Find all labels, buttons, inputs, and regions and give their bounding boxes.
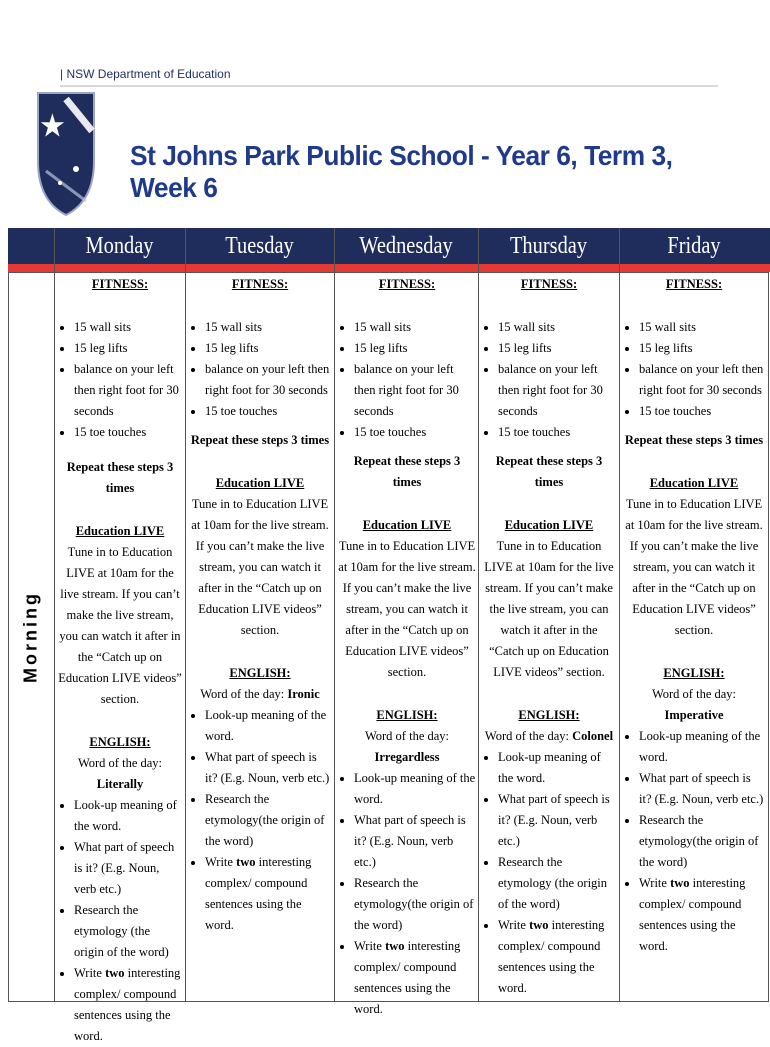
english-item-write — [639, 873, 765, 957]
day-heading-wednesday: Wednesday — [359, 233, 453, 259]
fitness-item: • 15 toe touches — [498, 422, 616, 443]
english-heading: ENGLISH: — [89, 735, 151, 749]
education-live-heading: Education LIVE — [649, 476, 739, 490]
day-column-friday — [623, 274, 765, 957]
english-item: • Look-up meaning of the word. — [639, 726, 765, 768]
education-live-text: Tune in to Education LIVE at 10am for the live stream. If you can’t make the live stream, you can watch it after in the “Catch up on Education LIVE videos” section. — [191, 497, 329, 637]
fitness-item: • balance on your left then right foot for 30 seconds — [354, 359, 476, 422]
column-divider — [54, 228, 55, 1002]
word-prefix: Word of the day: — [484, 729, 573, 743]
write-post: interesting complex/ compound sentences using the word. — [205, 855, 312, 932]
education-live-heading: Education LIVE — [75, 524, 165, 538]
word-prefix: Word of the day: — [200, 687, 288, 701]
column-divider — [619, 228, 620, 1002]
day-heading-thursday: Thursday — [509, 233, 588, 259]
session-label-text: Morning — [20, 591, 41, 683]
fitness-item: • balance on your left then right foot for 30 seconds — [498, 359, 616, 422]
word-value: Irregardless — [374, 750, 440, 764]
word-value: Ironic — [287, 687, 320, 701]
day-header-accent — [8, 264, 770, 272]
repeat-note: Repeat these steps 3 times — [66, 460, 174, 495]
day-column-wednesday — [338, 274, 476, 1020]
write-pre: Write — [498, 918, 530, 932]
day-heading-tuesday: Tuesday — [225, 233, 294, 259]
fitness-heading: FITNESS: — [665, 277, 723, 291]
english-item-write — [354, 936, 476, 1020]
header-divider — [60, 85, 718, 87]
write-bold: two — [529, 918, 549, 932]
repeat-note: Repeat these steps 3 times — [190, 433, 330, 447]
write-bold: two — [105, 966, 125, 980]
education-live-text: Tune in to Education LIVE at 10am for the live stream. If you can’t make the live stream, you can watch it after in the “Catch up on Education LIVE videos” section. — [625, 497, 763, 637]
english-heading: ENGLISH: — [663, 666, 725, 680]
english-item: • What part of speech is it? (E.g. Noun, verb etc.) — [639, 768, 765, 810]
english-item: • Look-up meaning of the word. — [354, 768, 476, 810]
word-value: Colonel — [572, 729, 614, 743]
repeat-note: Repeat these steps 3 times — [495, 454, 603, 489]
english-item: • What part of speech is it? (E.g. Noun, verb etc.) — [74, 837, 182, 900]
write-bold: two — [236, 855, 256, 869]
repeat-note: Repeat these steps 3 times — [624, 433, 764, 447]
school-crest-logo — [36, 91, 96, 217]
english-item: • Research the etymology(the origin of the word) — [205, 789, 331, 852]
fitness-item: • 15 toe touches — [74, 422, 182, 443]
fitness-item: • 15 wall sits — [74, 317, 182, 338]
english-item: • What part of speech is it? (E.g. Noun, verb etc.) — [498, 789, 616, 852]
column-divider — [185, 228, 186, 1002]
english-list — [338, 768, 476, 1020]
fitness-item: • 15 toe touches — [354, 422, 476, 443]
write-post: interesting complex/ compound sentences using the word. — [354, 939, 461, 1016]
english-heading: ENGLISH: — [518, 708, 580, 722]
fitness-list — [189, 317, 331, 422]
fitness-item: • 15 wall sits — [639, 317, 765, 338]
day-column-thursday — [482, 274, 616, 999]
fitness-item: • balance on your left then right foot for 30 seconds — [74, 359, 182, 422]
fitness-heading: FITNESS: — [378, 277, 436, 291]
english-list — [58, 795, 182, 1047]
education-live-text: Tune in to Education LIVE at 10am for the live stream. If you can’t make the live stream, you can watch it after in the “Catch up on Education LIVE videos” section. — [484, 539, 614, 679]
word-prefix: Word of the day: — [364, 729, 450, 743]
fitness-list — [58, 317, 182, 443]
day-column-monday — [58, 274, 182, 1047]
fitness-item: • 15 leg lifts — [205, 338, 331, 359]
word-of-the-day — [623, 684, 765, 726]
write-pre: Write — [205, 855, 237, 869]
english-item-write — [74, 963, 182, 1047]
english-item: • Research the etymology(the origin of the word) — [354, 873, 476, 936]
write-bold: two — [385, 939, 405, 953]
education-live-heading: Education LIVE — [504, 518, 594, 532]
word-prefix: Word of the day: — [77, 756, 163, 770]
write-pre: Write — [354, 939, 386, 953]
fitness-item: • 15 leg lifts — [74, 338, 182, 359]
fitness-heading: FITNESS: — [91, 277, 149, 291]
word-of-the-day — [338, 726, 476, 768]
session-label — [8, 272, 54, 1002]
word-value: Imperative — [664, 708, 724, 722]
word-prefix: Word of the day: — [651, 687, 737, 701]
write-bold: two — [670, 876, 690, 890]
fitness-item: • 15 leg lifts — [498, 338, 616, 359]
write-post: interesting complex/ compound sentences using the word. — [74, 966, 181, 1043]
write-pre: Write — [639, 876, 671, 890]
fitness-list — [338, 317, 476, 443]
fitness-item: • 15 toe touches — [639, 401, 765, 422]
english-item: • Look-up meaning of the word. — [498, 747, 616, 789]
education-live-heading: Education LIVE — [215, 476, 305, 490]
english-item: • Research the etymology (the origin of the word) — [74, 900, 182, 963]
day-heading-friday: Friday — [667, 233, 721, 259]
fitness-item: • 15 wall sits — [205, 317, 331, 338]
english-list — [623, 726, 765, 957]
fitness-item: • 15 leg lifts — [354, 338, 476, 359]
english-item: • Research the etymology (the origin of the word) — [498, 852, 616, 915]
fitness-item: • balance on your left then right foot for 30 seconds — [205, 359, 331, 401]
page-title: St Johns Park Public School - Year 6, Term 3, Week 6 — [130, 140, 673, 203]
english-item: • What part of speech is it? (E.g. Noun, verb etc.) — [205, 747, 331, 789]
education-live-text: Tune in to Education LIVE at 10am for the live stream. If you can’t make the live stream, you can watch it after in the “Catch up on Education LIVE videos” section. — [338, 539, 476, 679]
fitness-heading: FITNESS: — [231, 277, 289, 291]
department-header: | NSW Department of Education — [60, 67, 231, 81]
repeat-note: Repeat these steps 3 times — [353, 454, 461, 489]
english-list — [189, 705, 331, 936]
fitness-list — [482, 317, 616, 443]
write-post: interesting complex/ compound sentences using the word. — [498, 918, 605, 995]
fitness-item: • 15 wall sits — [498, 317, 616, 338]
fitness-list — [623, 317, 765, 422]
english-item-write — [498, 915, 616, 999]
english-item-write — [205, 852, 331, 936]
fitness-item: • balance on your left then right foot for 30 seconds — [639, 359, 765, 401]
column-divider — [334, 228, 335, 1002]
english-item: • Research the etymology(the origin of the word) — [639, 810, 765, 873]
english-list — [482, 747, 616, 999]
word-of-the-day — [58, 753, 182, 795]
fitness-item: • 15 toe touches — [205, 401, 331, 422]
fitness-item: • 15 leg lifts — [639, 338, 765, 359]
word-value: Literally — [96, 777, 144, 791]
english-item: • What part of speech is it? (E.g. Noun, verb etc.) — [354, 810, 476, 873]
education-live-heading: Education LIVE — [362, 518, 452, 532]
word-of-the-day — [189, 684, 331, 705]
day-heading-monday: Monday — [85, 233, 154, 259]
english-item: • Look-up meaning of the word. — [74, 795, 182, 837]
english-item: • Look-up meaning of the word. — [205, 705, 331, 747]
word-of-the-day — [482, 726, 616, 747]
fitness-item: • 15 wall sits — [354, 317, 476, 338]
english-heading: ENGLISH: — [229, 666, 291, 680]
english-heading: ENGLISH: — [376, 708, 438, 722]
write-pre: Write — [74, 966, 106, 980]
fitness-heading: FITNESS: — [520, 277, 578, 291]
education-live-text: Tune in to Education LIVE at 10am for the live stream. If you can’t make the live stream, you can watch it after in the “Catch up on Education LIVE videos” section. — [58, 545, 182, 706]
write-post: interesting complex/ compound sentences using the word. — [639, 876, 746, 953]
day-column-tuesday — [189, 274, 331, 936]
column-divider — [478, 228, 479, 1002]
